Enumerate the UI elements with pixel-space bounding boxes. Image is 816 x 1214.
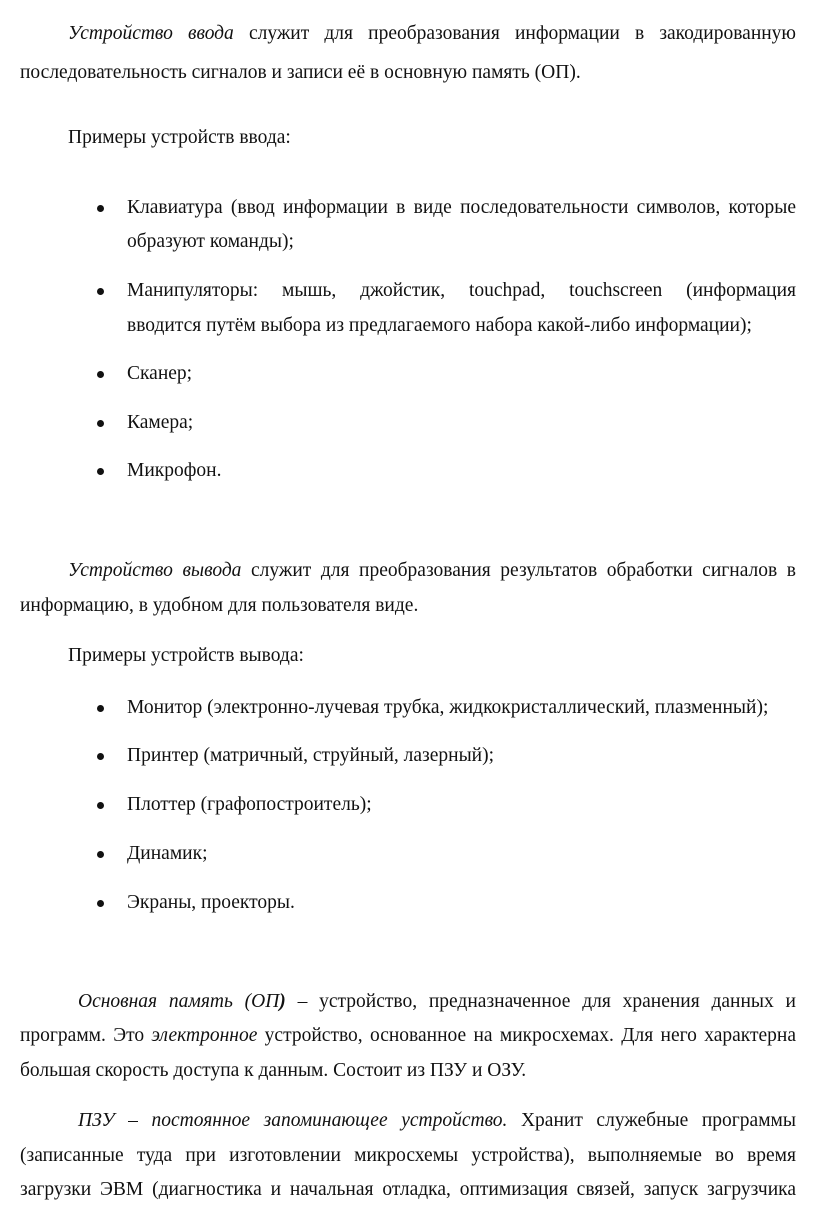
output-item-monitor: Монитор (электронно-лучевая трубка, жидкокристаллический, плазменный);: [127, 697, 769, 718]
output-definition-line-2: информацию, в удобном для пользователя виде.: [20, 595, 419, 616]
memory-definition-line-2: программ. Это электронное устройство, основанное на микросхемах. Для него характерна: [20, 1025, 796, 1046]
rom-definition-line-2: (записанные туда при изготовлении микросхемы устройства), выполняемые во время: [20, 1145, 796, 1166]
bullet-icon: [97, 420, 104, 427]
output-item-plotter: Плоттер (графопостроитель);: [127, 794, 372, 815]
input-item-manipulators-line-1: Манипуляторы: мышь, джойстик, touchpad, touchscreen (информация: [127, 280, 796, 301]
output-definition-line-1: Устройство вывода служит для преобразования результатов обработки сигналов в: [68, 560, 796, 581]
bullet-icon: [97, 288, 104, 295]
rom-definition-line-1: ПЗУ – постоянное запоминающее устройство. Хранит служебные программы: [78, 1110, 796, 1131]
memory-term: Основная память (ОП: [78, 991, 280, 1012]
bullet-icon: [97, 468, 104, 475]
input-item-manipulators-line-2: вводится путём выбора из предлагаемого набора какой-либо информации);: [127, 315, 752, 336]
bullet-icon: [97, 900, 104, 907]
memory-definition-line-1: Основная память (ОП) – устройство, предназначенное для хранения данных и: [78, 991, 796, 1012]
input-definition-line-1: Устройство ввода служит для преобразования информации в закодированную: [68, 23, 797, 44]
input-item-keyboard-line-1: Клавиатура (ввод информации в виде последовательности символов, которые: [127, 197, 796, 218]
output-examples-heading: Примеры устройств вывода:: [68, 645, 304, 666]
input-item-scanner: Сканер;: [127, 363, 193, 384]
memory-electronic-term: электронное: [151, 1025, 258, 1046]
rom-definition-line-3: загрузки ЭВМ (диагностика и начальная отладка, оптимизация связей, запуск загрузчика: [20, 1179, 796, 1200]
bullet-icon: [97, 205, 104, 212]
bullet-icon: [97, 802, 104, 809]
output-item-screens: Экраны, проекторы.: [127, 892, 295, 913]
bullet-icon: [97, 851, 104, 858]
input-item-camera: Камера;: [127, 412, 194, 433]
output-item-printer: Принтер (матричный, струйный, лазерный);: [127, 745, 495, 766]
bullet-icon: [97, 705, 104, 712]
bullet-icon: [97, 371, 104, 378]
input-item-keyboard-line-2: образуют команды);: [127, 231, 294, 252]
input-item-microphone: Микрофон.: [127, 460, 222, 481]
input-term: Устройство ввода: [68, 23, 234, 44]
input-definition-line-2: последовательность сигналов и записи её в основную память (ОП).: [20, 62, 581, 83]
bullet-icon: [97, 753, 104, 760]
input-examples-heading: Примеры устройств ввода:: [68, 127, 291, 148]
memory-definition-line-3: большая скорость доступа к данным. Состоит из ПЗУ и ОЗУ.: [20, 1060, 527, 1081]
rom-term: ПЗУ – постоянное запоминающее устройство.: [78, 1110, 508, 1131]
output-item-speaker: Динамик;: [127, 843, 208, 864]
output-term: Устройство вывода: [68, 560, 242, 581]
